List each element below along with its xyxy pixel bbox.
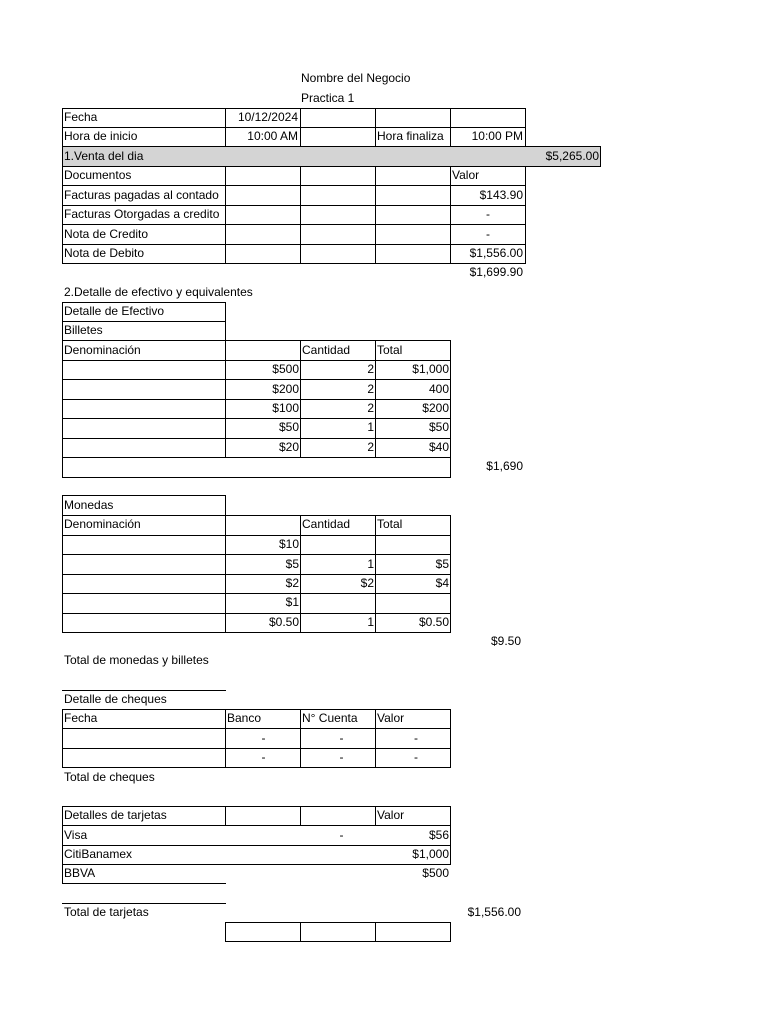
moneda-total bbox=[376, 535, 449, 554]
cantidad-header: Cantidad bbox=[302, 343, 351, 357]
cheque-cuenta-header: N° Cuenta bbox=[302, 711, 358, 725]
hora-inicio-value[interactable]: 10:00 AM bbox=[247, 129, 298, 143]
tarjeta-value[interactable]: $500 bbox=[422, 866, 449, 880]
doc-row-value[interactable]: $143.90 bbox=[479, 188, 523, 202]
tarjeta-name: Visa bbox=[64, 828, 88, 842]
cheque-cuenta[interactable]: - bbox=[339, 750, 344, 764]
moneda-cantidad[interactable]: $2 bbox=[360, 576, 374, 590]
billete-total: $1,000 bbox=[412, 362, 449, 376]
billete-cantidad[interactable]: 1 bbox=[367, 420, 374, 434]
moneda-total: $4 bbox=[435, 576, 449, 590]
documentos-label: Documentos bbox=[64, 168, 132, 182]
tarjeta-mid: - bbox=[339, 828, 344, 842]
moneda-denom: $2 bbox=[285, 576, 299, 590]
doc-row-label: Facturas Otorgadas a credito bbox=[64, 207, 220, 221]
total-tarjetas-label: Total de tarjetas bbox=[64, 905, 149, 919]
hora-finaliza-value[interactable]: 10:00 PM bbox=[471, 129, 523, 143]
practice-title: Practica 1 bbox=[301, 91, 355, 105]
billete-cantidad[interactable]: 2 bbox=[367, 401, 374, 415]
moneda-total: $0.50 bbox=[418, 615, 449, 629]
efectivo-title: 2.Detalle de efectivo y equivalentes bbox=[64, 285, 253, 299]
tarjeta-name: BBVA bbox=[64, 866, 96, 880]
billete-cantidad[interactable]: 2 bbox=[367, 440, 374, 454]
moneda-cantidad[interactable]: 1 bbox=[367, 615, 374, 629]
denominacion-header: Denominación bbox=[64, 343, 141, 357]
moneda-cantidad[interactable] bbox=[301, 535, 374, 554]
total-header: Total bbox=[377, 517, 403, 531]
detalle-efectivo-label: Detalle de Efectivo bbox=[64, 304, 165, 318]
venta-subtotal: $1,699.90 bbox=[469, 265, 523, 279]
fecha-value[interactable]: 10/12/2024 bbox=[237, 110, 298, 124]
billete-cantidad[interactable]: 2 bbox=[367, 382, 374, 396]
billetes-total: $1,690 bbox=[486, 459, 523, 473]
total-header: Total bbox=[377, 343, 403, 357]
cheque-valor-header: Valor bbox=[377, 711, 405, 725]
tarjeta-value[interactable]: $1,000 bbox=[412, 847, 449, 861]
cheque-cuenta[interactable]: - bbox=[339, 731, 344, 745]
billetes-label: Billetes bbox=[64, 323, 103, 337]
billete-denom: $200 bbox=[272, 382, 299, 396]
doc-row-value[interactable]: $1,556.00 bbox=[469, 246, 523, 260]
cheque-banco[interactable]: - bbox=[261, 750, 266, 764]
moneda-total bbox=[376, 593, 449, 612]
total-tarjetas-value: $1,556.00 bbox=[467, 905, 521, 919]
billete-denom: $50 bbox=[278, 420, 299, 434]
doc-row-label: Nota de Credito bbox=[64, 227, 149, 241]
doc-row-label: Nota de Debito bbox=[64, 246, 145, 260]
billete-total: $200 bbox=[422, 401, 449, 415]
total-cheques-label: Total de cheques bbox=[64, 770, 155, 784]
billete-total: 400 bbox=[428, 382, 449, 396]
hora-finaliza-label: Hora finaliza bbox=[377, 129, 444, 143]
cheque-valor[interactable]: - bbox=[414, 731, 418, 745]
monedas-total: $9.50 bbox=[490, 634, 521, 648]
billete-denom: $500 bbox=[272, 362, 299, 376]
moneda-cantidad[interactable] bbox=[301, 593, 374, 612]
tarjeta-value[interactable]: $56 bbox=[428, 828, 449, 842]
moneda-denom: $0.50 bbox=[268, 615, 299, 629]
billete-total: $50 bbox=[428, 420, 449, 434]
moneda-denom: $10 bbox=[278, 537, 299, 551]
cantidad-header: Cantidad bbox=[302, 517, 351, 531]
billete-denom: $20 bbox=[278, 440, 299, 454]
denominacion-header: Denominación bbox=[64, 517, 141, 531]
hora-inicio-label: Hora de inicio bbox=[64, 129, 138, 143]
business-name: Nombre del Negocio bbox=[301, 71, 411, 85]
cheque-valor[interactable]: - bbox=[414, 750, 418, 764]
moneda-total: $5 bbox=[435, 557, 449, 571]
moneda-cantidad[interactable]: 1 bbox=[367, 557, 374, 571]
billete-denom: $100 bbox=[272, 401, 299, 415]
tarjetas-title: Detalles de tarjetas bbox=[64, 808, 167, 822]
tarjetas-valor-header: Valor bbox=[377, 808, 405, 822]
cheques-title: Detalle de cheques bbox=[64, 692, 167, 706]
cheque-banco[interactable]: - bbox=[261, 731, 266, 745]
fecha-label: Fecha bbox=[64, 110, 98, 124]
moneda-denom: $5 bbox=[285, 557, 299, 571]
total-monedas-billetes-label: Total de monedas y billetes bbox=[64, 653, 209, 667]
monedas-title: Monedas bbox=[64, 498, 114, 512]
venta-total: $5,265.00 bbox=[545, 149, 599, 163]
venta-title: 1.Venta del dia bbox=[64, 149, 144, 163]
cheque-banco-header: Banco bbox=[227, 711, 262, 725]
valor-header: Valor bbox=[452, 168, 480, 182]
doc-row-label: Facturas pagadas al contado bbox=[64, 188, 219, 202]
moneda-denom: $1 bbox=[285, 595, 299, 609]
doc-row-value[interactable]: - bbox=[486, 207, 490, 221]
cheque-fecha-header: Fecha bbox=[64, 711, 98, 725]
tarjeta-name: CitiBanamex bbox=[64, 847, 133, 861]
billete-cantidad[interactable]: 2 bbox=[367, 362, 374, 376]
billete-total: $40 bbox=[428, 440, 449, 454]
doc-row-value[interactable]: - bbox=[486, 227, 490, 241]
